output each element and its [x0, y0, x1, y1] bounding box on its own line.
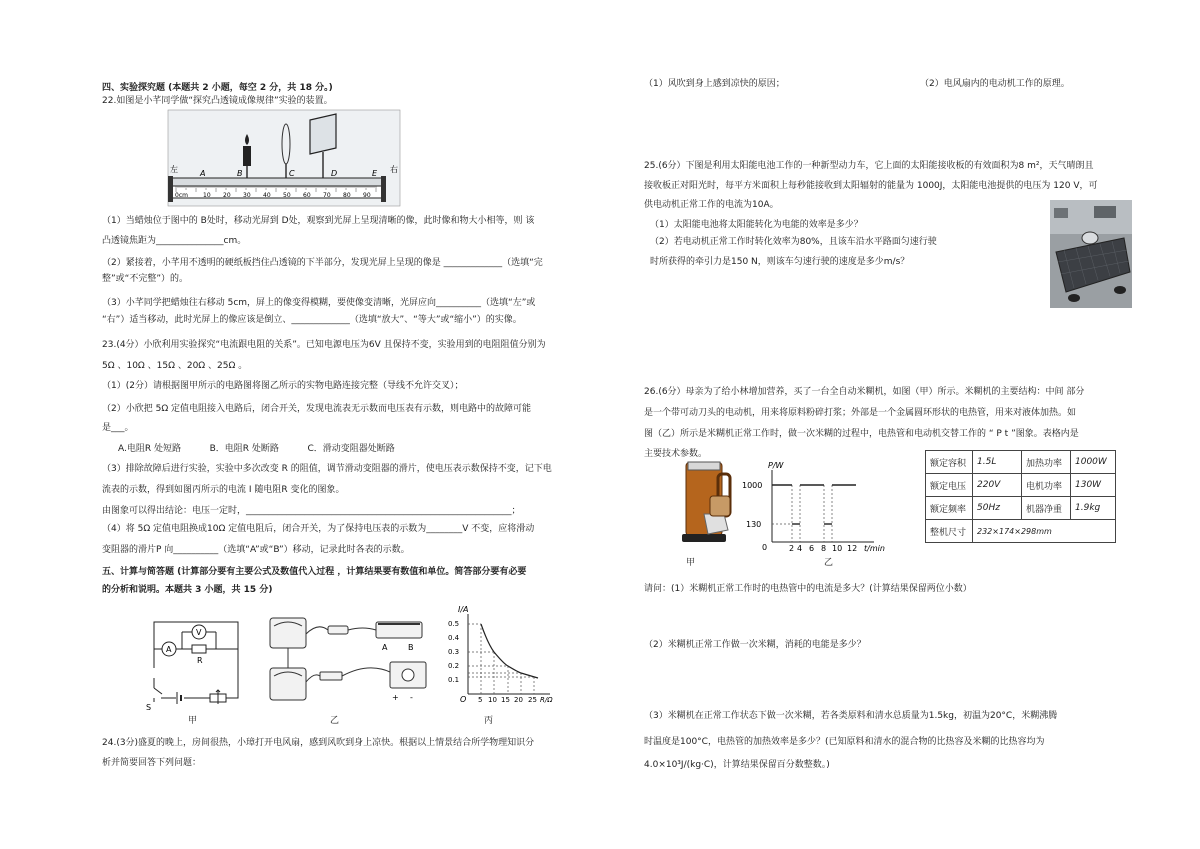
resistor-device-icon [328, 626, 348, 634]
graph-xtick: 20 [514, 696, 523, 704]
graph-ytick: 0.5 [448, 620, 460, 628]
current-resistance-graph [446, 604, 564, 708]
caption-yi: 乙 [330, 716, 340, 726]
pt-graph-ytick-1000: 1000 [742, 481, 763, 490]
q23-part3-c: 由图象可以得出结论：电压一定时，___________________________________________________________； [102, 506, 521, 516]
spec-cell: 额定电压 [926, 474, 973, 497]
candle-icon [243, 146, 251, 166]
q22-part2-b: 整”或“不完整”）的。 [102, 274, 188, 284]
bench-right-mark: 右 [390, 165, 398, 174]
q23-part3-b: 流表的示数，得到如图丙所示的电流 I 随电阻R 变化的图象。 [102, 485, 345, 495]
spec-cell: 整机尺寸 [926, 520, 973, 543]
bench-tick-label: 60 [303, 192, 311, 199]
table-row [926, 520, 1116, 543]
spec-cell: 50Hz [973, 497, 1022, 520]
q23-part2-a: （2）小欣把 5Ω 定值电阻接入电路后，闭合开关，发现电流表无示数而电压表有示数，则电路中的故障可能 [102, 404, 532, 414]
spec-table [925, 450, 1116, 543]
q23-part3-a: （3）排除故障后进行实验，实验中多次改变 R 的阻值，调节滑动变阻器的滑片，使电压表示数保持不变，记下电 [102, 464, 552, 474]
bench-tick-label: 30 [243, 192, 251, 199]
q26-question3-c: 4.0×10³J/(kg·C)，计算结果保留百分数整数。) [644, 760, 830, 770]
q26-question3-b: 时温度是100°C，电热管的加热效率是多少？(已知原料和清水的混合物的比热容及米糊的比热容均为 [644, 737, 1045, 747]
q23-part4-a: （4）将 5Ω 定值电阻换成10Ω 定值电阻后，闭合开关，为了保持电压表的示数为________V 不变，应将滑动 [102, 524, 535, 534]
bench-zero-label: 0cm [175, 192, 188, 199]
graph-ytick: 0.1 [448, 676, 460, 684]
spec-cell: 机器净重 [1022, 497, 1071, 520]
q25-part2-b: 时所获得的牵引力是150 N，则该车匀速行驶的速度是多少m/s？ [650, 257, 910, 267]
q26-question3-a: （3）米糊机在正常工作状态下做一次米糊，若各类原料和清水总质量为1.5kg，初温为20°C，米糊沸腾 [644, 711, 1058, 721]
q25-stem-a: 25.(6分）下图是利用太阳能电池工作的一种新型动力车，它上面的太阳能接收板的有效面积为8 m²，天气晴朗且 [644, 161, 1094, 171]
q26-stem-b: 是一个带可动刀头的电动机，用来将原料粉碎打浆；外部是一个金属圆环形状的电热管，用来对液体加热。如 [644, 408, 1077, 418]
table-row [926, 474, 1116, 497]
bench-point-d: D [331, 169, 338, 178]
bench-tick-label: 80 [343, 192, 351, 199]
battery-plus-label: + [392, 693, 399, 702]
rheostat-terminal-b: B [408, 643, 414, 652]
section4-title: 四、实验探究题 (本题共 2 小题，每空 2 分，共 18 分。) [102, 83, 333, 93]
pt-graph-xtick: 2 [789, 544, 795, 553]
spec-cell: 电机功率 [1022, 474, 1071, 497]
table-row [926, 451, 1116, 474]
table-row [926, 497, 1116, 520]
graph-xlabel: R/Ω [540, 696, 553, 704]
optical-bench-figure [168, 110, 400, 206]
resistor-icon [192, 645, 206, 653]
battery-minus-label: - [410, 693, 413, 702]
pt-graph-xtick: 12 [847, 544, 858, 553]
q24-part1: （1）风吹到身上感到凉快的原因； [644, 79, 785, 89]
pt-graph-ylabel: P/W [768, 461, 784, 470]
q23-stem-a: 23.(4分）小欣利用实验探究“电流跟电阻的关系”。已知电源电压为6V 且保持不变，实验用到的电阻阻值分别为 [102, 340, 546, 350]
bench-point-a: A [200, 169, 206, 178]
caption-jia: 甲 [188, 716, 198, 726]
spec-cell: 额定容积 [926, 451, 973, 474]
pt-graph-xtick: 6 [809, 544, 815, 553]
graph-ytick: 0.2 [448, 662, 460, 670]
resistor-label: R [197, 656, 203, 665]
bench-point-c: C [289, 169, 295, 178]
bench-tick-label: 90 [363, 192, 371, 199]
bench-tick-label: 10 [203, 192, 211, 199]
graph-ytick: 0.3 [448, 648, 460, 656]
graph-xtick: 5 [478, 696, 483, 704]
ammeter-device-icon [270, 668, 306, 700]
q22-part3-b: “右”）适当移动，此时光屏上的像应该是倒立、_____________（选填“放大”、“等大”或“缩小”）的实像。 [102, 315, 522, 325]
rheostat-terminal-a: A [382, 643, 388, 652]
q25-part2: （2）若电动机正常工作时转化效率为80%，且该车沿水平路面匀速行驶 [650, 237, 937, 247]
spec-cell: 130W [1071, 474, 1116, 497]
spec-cell: 1.5L [973, 451, 1022, 474]
q23-stem-b: 5Ω 、10Ω 、15Ω 、20Ω 、25Ω 。 [102, 361, 248, 371]
spec-cell: 1000W [1071, 451, 1116, 474]
q26-question1: 请问：(1）米糊机正常工作时的电热管中的电流是多大？(计算结果保留两位小数） [644, 584, 972, 594]
pt-graph-origin: 0 [762, 543, 768, 552]
rice-paste-machine-photo [668, 450, 748, 548]
q25-stem-b: 接收板正对阳光时，每平方米面积上每秒能接收到太阳辐射的能量为 1000J，太阳能电池提供的电压为 120 V，可 [644, 181, 1098, 191]
ammeter-label: A [166, 645, 172, 654]
graph-ylabel: I/A [458, 605, 469, 614]
real-circuit-figure [268, 612, 443, 710]
graph-xtick: 15 [501, 696, 510, 704]
q22-stem: 22.如图是小芊同学做“探究凸透镜成像规律”实验的装置。 [102, 96, 333, 106]
bench-tick-label: 70 [323, 192, 331, 199]
q24-stem-a: 24.(3分)盛夏的晚上，房间很热，小璋打开电风扇，感到风吹到身上凉快。根据以上情景结合所学物理知识分 [102, 738, 535, 748]
section5-title-a: 五、计算与简答题 (计算部分要有主要公式及数值代入过程 ，计算结果要有数值和单位。简答部分要有必要 [102, 567, 527, 577]
spec-cell: 232×174×298mm [973, 520, 1116, 543]
q25-stem-c: 供电动机正常工作的电流为10A。 [644, 200, 779, 210]
graph-ytick: 0.4 [448, 634, 460, 642]
graph-origin: O [460, 695, 467, 704]
pt-graph-xtick: 8 [821, 544, 827, 553]
voltmeter-label: V [196, 628, 202, 637]
q23-part1: （1）(2分）请根据图甲所示的电路图将图乙所示的实物电路连接完整（导线不允许交叉）； [102, 381, 464, 391]
solar-car-photo [1050, 200, 1132, 308]
bench-tick-label: 20 [223, 192, 231, 199]
graph-curve [481, 624, 538, 678]
bench-tick-label: 40 [263, 192, 271, 199]
caption-bing: 丙 [484, 716, 494, 726]
caption-yi-right: 乙 [824, 558, 834, 568]
bench-left-mark: 左 [170, 165, 178, 174]
q24-part2: （2）电风扇内的电动机工作的原理。 [920, 79, 1070, 89]
graph-xtick: 25 [528, 696, 537, 704]
q22-part2-a: （2）紧接着，小芊用不透明的硬纸板挡住凸透镜的下半部分，发现光屏上呈现的像是 _____________（选填“完 [102, 258, 543, 268]
q22-part3-a: （3）小芊同学把蜡烛往右移动 5cm，屏上的像变得模糊，要使像变清晰，光屏应向__________（选填“左”或 [102, 298, 536, 308]
spec-cell: 额定频率 [926, 497, 973, 520]
q22-part1-a: （1）当蜡烛位于图中的 B处时，移动光屏到 D处，观察到光屏上呈现清晰的像，此时像和物大小相等，则 该 [102, 216, 535, 226]
q23-part4-b: 变阻器的滑片P 向__________（选填“A”或“B”）移动，记录此时各表的示数。 [102, 545, 410, 555]
q26-stem-d: 主要技术参数。 [644, 449, 708, 459]
spec-cell: 220V [973, 474, 1022, 497]
switch-device-icon [320, 672, 342, 680]
spec-cell: 1.9kg [1071, 497, 1116, 520]
bench-point-e: E [372, 169, 378, 178]
q26-question2: （2）米糊机正常工作做一次米糊，消耗的电能是多少？ [644, 640, 866, 650]
pt-graph-ytick-130: 130 [746, 520, 762, 529]
circuit-diagram [146, 618, 244, 710]
bench-point-b: B [237, 169, 243, 178]
q23-part2-b: 是___。 [102, 423, 134, 433]
bench-tick-label: 50 [283, 192, 291, 199]
q25-part1: （1）太阳能电池将太阳能转化为电能的效率是多少？ [650, 220, 863, 230]
pt-graph-xtick: 4 [797, 544, 803, 553]
pt-graph-xlabel: t/min [864, 544, 885, 553]
screen-icon [310, 114, 336, 154]
section5-title-b: 的分析和说明。本题共 3 小题，共 15 分) [102, 585, 273, 595]
graph-xtick: 10 [488, 696, 497, 704]
switch-label: S [146, 703, 152, 712]
spec-cell: 加热功率 [1022, 451, 1071, 474]
q22-part1-b: 凸透镜焦距为_______________cm。 [102, 236, 247, 246]
q26-stem-c: 图（乙）所示是米糊机正常工作时，做一次米糊的过程中，电热管和电动机交替工作的 “ P t ”图象。表格内是 [644, 429, 1079, 439]
pt-graph-xtick: 10 [832, 544, 843, 553]
q23-options: A.电阻R 处短路 B．电阻R 处断路 C．滑动变阻器处断路 [118, 444, 395, 454]
q26-stem-a: 26.(6分）母亲为了给小林增加营养，买了一台全自动米糊机，如图（甲）所示。米糊机的主要结构：中间 部分 [644, 387, 1085, 397]
caption-jia-right: 甲 [686, 558, 696, 568]
q24-stem-b: 析并简要回答下列问题： [102, 758, 202, 768]
power-time-graph [742, 458, 900, 554]
